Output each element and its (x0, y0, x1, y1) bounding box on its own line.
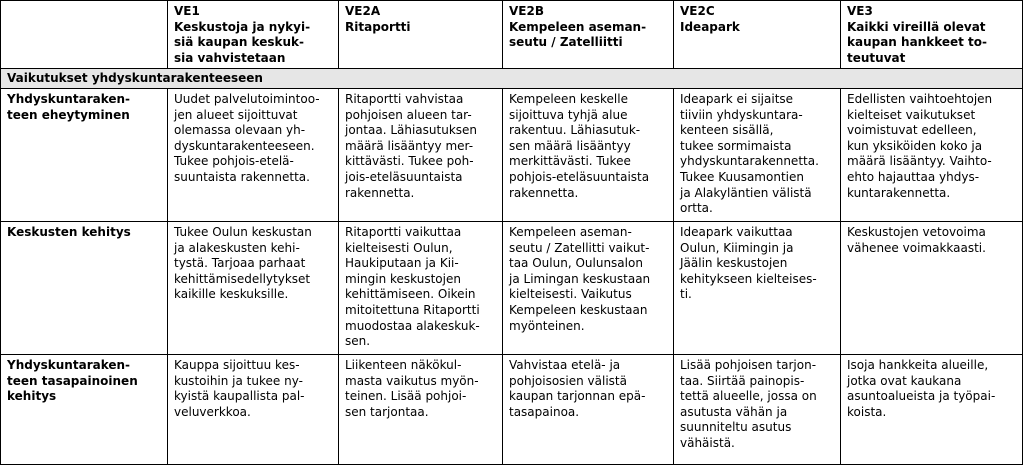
table-cell (841, 88, 1023, 221)
cell-line: ortta. (680, 201, 713, 216)
cell-line: pohjoisosien välistä (509, 373, 627, 388)
row-label-line: Yhdyskuntaraken- (7, 357, 131, 372)
cell-line: Lisää pohjoisen tarjon- (680, 357, 817, 372)
header-line: VE2B (509, 4, 544, 18)
header-line: Ritaportti (345, 19, 411, 34)
header-line: VE3 (847, 4, 873, 18)
table-cell (674, 221, 841, 354)
cell-line: kaupan tarjonnan epä- (509, 389, 646, 404)
table-cell (503, 354, 674, 464)
cell-line: masta vaikutus myön- (345, 373, 479, 388)
cell-line: asuntoalueista ja työpai- (847, 389, 996, 404)
cell-line: tiiviin yhdyskuntara- (680, 107, 803, 122)
cell-line: Tukee pohjois-etelä- (174, 154, 294, 169)
cell-line: vähenee voimakkaasti. (847, 240, 986, 255)
cell-line: vähäistä. (680, 435, 735, 450)
cell-line: seutu / Zatellitti vaikut- (509, 240, 650, 255)
table-row (1, 354, 1023, 464)
cell-line: suuntaista rakennetta. (174, 169, 310, 184)
cell-line: dyskuntarakenteeseen. (174, 138, 315, 153)
cell-line: Isoja hankkeita alueille, (847, 357, 989, 372)
header-line: VE2C (680, 4, 715, 18)
cell-line: teinen. Lisää pohjoi- (345, 389, 467, 404)
cell-line: yhdyskuntarakennetta. (680, 154, 819, 169)
header-line: seutu / Zatelliitti (509, 35, 623, 50)
table-cell (503, 221, 674, 354)
cell-line: sen määrä lisääntyy (509, 138, 631, 153)
header-cell-ve2b (503, 1, 674, 69)
cell-line: Ideapark vaikuttaa (680, 224, 793, 239)
row-label-line: Yhdyskuntaraken- (7, 91, 131, 106)
cell-line: tystä. Tarjoaa parhaat (174, 256, 306, 271)
row-label-line: Keskusten kehitys (7, 224, 131, 239)
row-label-line: kehitys (7, 389, 57, 404)
header-line: VE2A (345, 4, 381, 18)
section-title: Vaikutukset yhdyskuntarakenteeseen (1, 69, 1023, 89)
header-cell-ve1 (168, 1, 339, 69)
cell-line: sijoittuva tyhjä alue (509, 107, 628, 122)
cell-line: jen alueet sijoittuvat (174, 107, 298, 122)
cell-line: kittävästi. Tukee poh- (345, 154, 474, 169)
cell-line: rakentuu. Lähiasutuk- (509, 123, 641, 138)
table-cell (674, 354, 841, 464)
cell-line: Kempeleen aseman- (509, 224, 632, 239)
cell-line: jotka ovat kaukana (847, 373, 962, 388)
table-cell (841, 354, 1023, 464)
cell-line: olemassa olevaan yh- (174, 123, 306, 138)
cell-line: taa. Siirtää painopis- (680, 373, 805, 388)
cell-line: Ritaportti vaikuttaa (345, 224, 462, 239)
row-label-line: teen eheytyminen (7, 107, 130, 122)
cell-line: muodostaa alakeskuk- (345, 318, 480, 333)
table-row (1, 221, 1023, 354)
table-cell (339, 354, 503, 464)
table-cell (168, 88, 339, 221)
table-cell (841, 221, 1023, 354)
header-cell-ve2a (339, 1, 503, 69)
cell-line: Liikenteen näkökul- (345, 357, 462, 372)
cell-line: tettä alueelle, jossa on (680, 389, 817, 404)
cell-line: Uudet palvelutoimintoo- (174, 91, 320, 106)
cell-line: pohjoisen alueen tar- (345, 107, 472, 122)
header-line: kaupan hankkeet to- (847, 35, 988, 50)
row-label (1, 354, 168, 464)
cell-line: Jäälin keskustojen (680, 256, 788, 271)
cell-line: kyistä kaupallista pal- (174, 389, 305, 404)
cell-line: mitoitettuna Ritaportti (345, 302, 480, 317)
cell-line: kuntarakennetta. (847, 185, 951, 200)
cell-line: Ritaportti vahvistaa (345, 91, 464, 106)
cell-line: kielteiset vaikutukset (847, 107, 976, 122)
cell-line: kenteen sisällä, (680, 123, 774, 138)
row-label (1, 88, 168, 221)
cell-line: Haukiputaan ja Kii- (345, 256, 459, 271)
cell-line: merkittävästi. Tukee (509, 154, 631, 169)
cell-line: kehitykseen kielteises- (680, 271, 817, 286)
cell-line: suunniteltu asutus (680, 420, 792, 435)
cell-line: taa Oulun, Oulunsalon (509, 256, 643, 271)
cell-line: määrä lisääntyy. Vaihto- (847, 154, 992, 169)
cell-line: Tukee Oulun keskustan (174, 224, 312, 239)
cell-line: sen. (345, 334, 371, 349)
header-line: Kaikki vireillä olevat (847, 19, 986, 34)
cell-line: ja Limingan keskustaan (509, 271, 651, 286)
header-cell-empty (1, 1, 168, 69)
cell-line: Edellisten vaihtoehtojen (847, 91, 993, 106)
section-row (1, 69, 1023, 89)
cell-line: ti. (680, 287, 692, 302)
row-label-line: teen tasapainoinen (7, 373, 138, 388)
cell-line: tukee sormimaista (680, 138, 792, 153)
cell-line: kun yksiköiden koko ja (847, 138, 983, 153)
cell-line: Vahvistaa etelä- ja (509, 357, 621, 372)
cell-line: Kauppa sijoittuu kes- (174, 357, 300, 372)
row-label (1, 221, 168, 354)
table-cell (503, 88, 674, 221)
header-line: siä kaupan keskuk- (174, 35, 304, 50)
cell-line: Ideapark ei sijaitse (680, 91, 794, 106)
header-row (1, 1, 1023, 69)
cell-line: sen tarjontaa. (345, 404, 429, 419)
cell-line: jois-eteläsuuntaista (345, 169, 463, 184)
cell-line: kielteisesti Oulun, (345, 240, 453, 255)
cell-line: voimistuvat edelleen, (847, 123, 977, 138)
header-line: sia vahvistetaan (174, 50, 286, 65)
header-line: VE1 (174, 4, 200, 18)
cell-line: kehittämiseen. Oikein (345, 287, 476, 302)
cell-line: Tukee Kuusamontien (680, 169, 804, 184)
cell-line: myönteinen. (509, 318, 585, 333)
cell-line: Oulun, Kiimingin ja (680, 240, 794, 255)
table-cell (339, 88, 503, 221)
cell-line: kielteisesti. Vaikutus (509, 287, 632, 302)
cell-line: veluverkkoa. (174, 404, 251, 419)
cell-line: jontaa. Lähiasutuksen (345, 123, 478, 138)
cell-line: kustoihin ja tukee ny- (174, 373, 303, 388)
header-line: Kempeleen aseman- (509, 19, 647, 34)
table-cell (168, 221, 339, 354)
cell-line: Keskustojen vetovoima (847, 224, 986, 239)
header-line: teutuvat (847, 50, 906, 65)
cell-line: ja Alakyläntien välistä (680, 185, 812, 200)
header-line: Keskustoja ja nykyi- (174, 19, 311, 34)
cell-line: ehto hajauttaa yhdys- (847, 169, 980, 184)
cell-line: rakennetta. (509, 185, 579, 200)
table-cell (339, 221, 503, 354)
cell-line: kaikille keskuksille. (174, 287, 289, 302)
cell-line: koista. (847, 404, 887, 419)
table-cell (168, 354, 339, 464)
cell-line: tasapainoa. (509, 404, 580, 419)
cell-line: Kempeleen keskustaan (509, 302, 648, 317)
header-cell-ve2c (674, 1, 841, 69)
header-line: Ideapark (680, 19, 740, 34)
table-row (1, 88, 1023, 221)
table-cell (674, 88, 841, 221)
cell-line: rakennetta. (345, 185, 415, 200)
cell-line: ja alakeskusten kehi- (174, 240, 300, 255)
cell-line: mingin keskustojen (345, 271, 461, 286)
cell-line: pohjois-eteläsuuntaista (509, 169, 650, 184)
cell-line: Kempeleen keskelle (509, 91, 628, 106)
header-cell-ve3 (841, 1, 1023, 69)
cell-line: asutusta vähän ja (680, 404, 788, 419)
cell-line: kehittämisedellytykset (174, 271, 311, 286)
cell-line: määrä lisääntyy mer- (345, 138, 474, 153)
